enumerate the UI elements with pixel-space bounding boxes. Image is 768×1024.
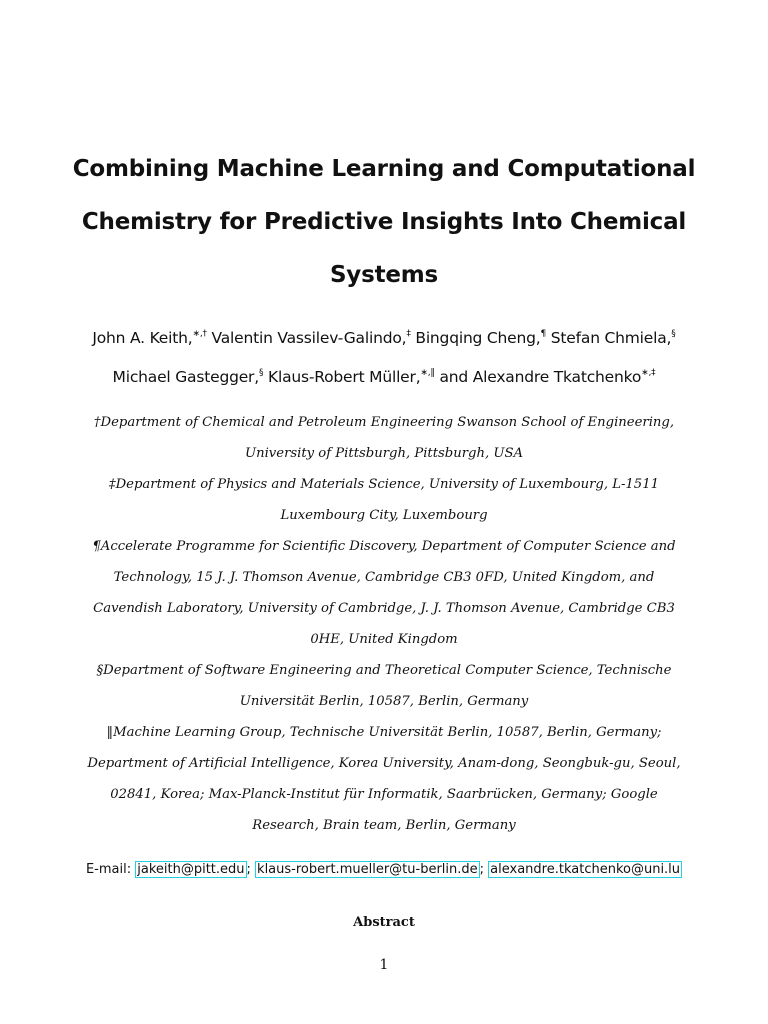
email-line bbox=[40, 857, 728, 883]
author-affiliation-mark: ∗,† bbox=[192, 329, 207, 339]
affiliation-line: ¶Accelerate Programme for Scientific Discovery, Department of Computer Science and bbox=[92, 539, 676, 554]
page-number: 1 bbox=[379, 957, 389, 973]
author-affiliation-mark: ‡ bbox=[406, 329, 411, 339]
affiliation-line: Technology, 15 J. J. Thomson Avenue, Cambridge CB3 0FD, United Kingdom, and bbox=[113, 570, 655, 585]
affiliation-line: Cavendish Laboratory, University of Cambridge, J. J. Thomson Avenue, Cambridge CB3 bbox=[93, 601, 675, 616]
email-separator: ; bbox=[246, 862, 251, 877]
author-affiliation-mark: § bbox=[258, 368, 264, 378]
affiliation-line: Department of Artificial Intelligence, Korea University, Anam-dong, Seongbuk-gu, Seoul, bbox=[87, 756, 681, 771]
author-name: and Alexandre Tkatchenko bbox=[439, 368, 642, 386]
affiliation-line: 0HE, United Kingdom bbox=[310, 632, 458, 647]
email-link-keith[interactable]: jakeith@pitt.edu bbox=[137, 862, 245, 877]
author-name: Bingqing Cheng, bbox=[415, 329, 541, 347]
author-name: Stefan Chmiela, bbox=[550, 329, 672, 347]
email-label: E-mail: bbox=[85, 862, 132, 877]
affiliation-line: ‡Department of Physics and Materials Science, University of Luxembourg, L-1511 bbox=[109, 477, 659, 492]
abstract-heading: Abstract bbox=[353, 915, 415, 930]
title-line: Systems bbox=[329, 262, 439, 288]
affiliation-line: §Department of Software Engineering and Theoretical Computer Science, Technische bbox=[96, 663, 672, 678]
author-name: Valentin Vassilev-Galindo, bbox=[211, 329, 407, 347]
author-name: Michael Gastegger, bbox=[112, 368, 259, 386]
author-affiliation-mark: ∗,‡ bbox=[641, 368, 656, 378]
affiliation-line: Universität Berlin, 10587, Berlin, Germany bbox=[239, 694, 529, 709]
title-line: Chemistry for Predictive Insights Into Chemical bbox=[81, 209, 687, 235]
affiliation-line: Luxembourg City, Luxembourg bbox=[280, 508, 488, 523]
paper-title bbox=[60, 143, 708, 302]
email-separator: ; bbox=[479, 862, 485, 877]
title-line: Combining Machine Learning and Computational bbox=[72, 156, 696, 182]
affiliation-line: University of Pittsburgh, Pittsburgh, USA bbox=[244, 446, 524, 461]
email-link-mueller[interactable]: klaus-robert.mueller@tu-berlin.de bbox=[257, 862, 478, 877]
affiliation-line: ‖Machine Learning Group, Technische Universität Berlin, 10587, Berlin, Germany; bbox=[106, 725, 662, 740]
affiliation-list bbox=[60, 407, 708, 841]
author-name: John A. Keith, bbox=[92, 329, 193, 347]
author-affiliation-mark: ∗,‖ bbox=[420, 368, 435, 378]
author-name: Klaus-Robert Müller, bbox=[268, 368, 421, 386]
email-link-tkatchenko[interactable]: alexandre.tkatchenko@uni.lu bbox=[490, 862, 681, 877]
affiliation-line: †Department of Chemical and Petroleum Engineering Swanson School of Engineering, bbox=[93, 415, 675, 430]
author-line-2 bbox=[40, 358, 728, 397]
author-affiliation-mark: ¶ bbox=[540, 329, 547, 339]
affiliation-line: 02841, Korea; Max-Planck-Institut für Informatik, Saarbrücken, Germany; Google bbox=[110, 787, 658, 802]
author-list bbox=[40, 319, 728, 397]
author-affiliation-mark: § bbox=[671, 329, 676, 339]
author-line-1 bbox=[40, 319, 728, 358]
affiliation-line: Research, Brain team, Berlin, Germany bbox=[252, 818, 516, 833]
